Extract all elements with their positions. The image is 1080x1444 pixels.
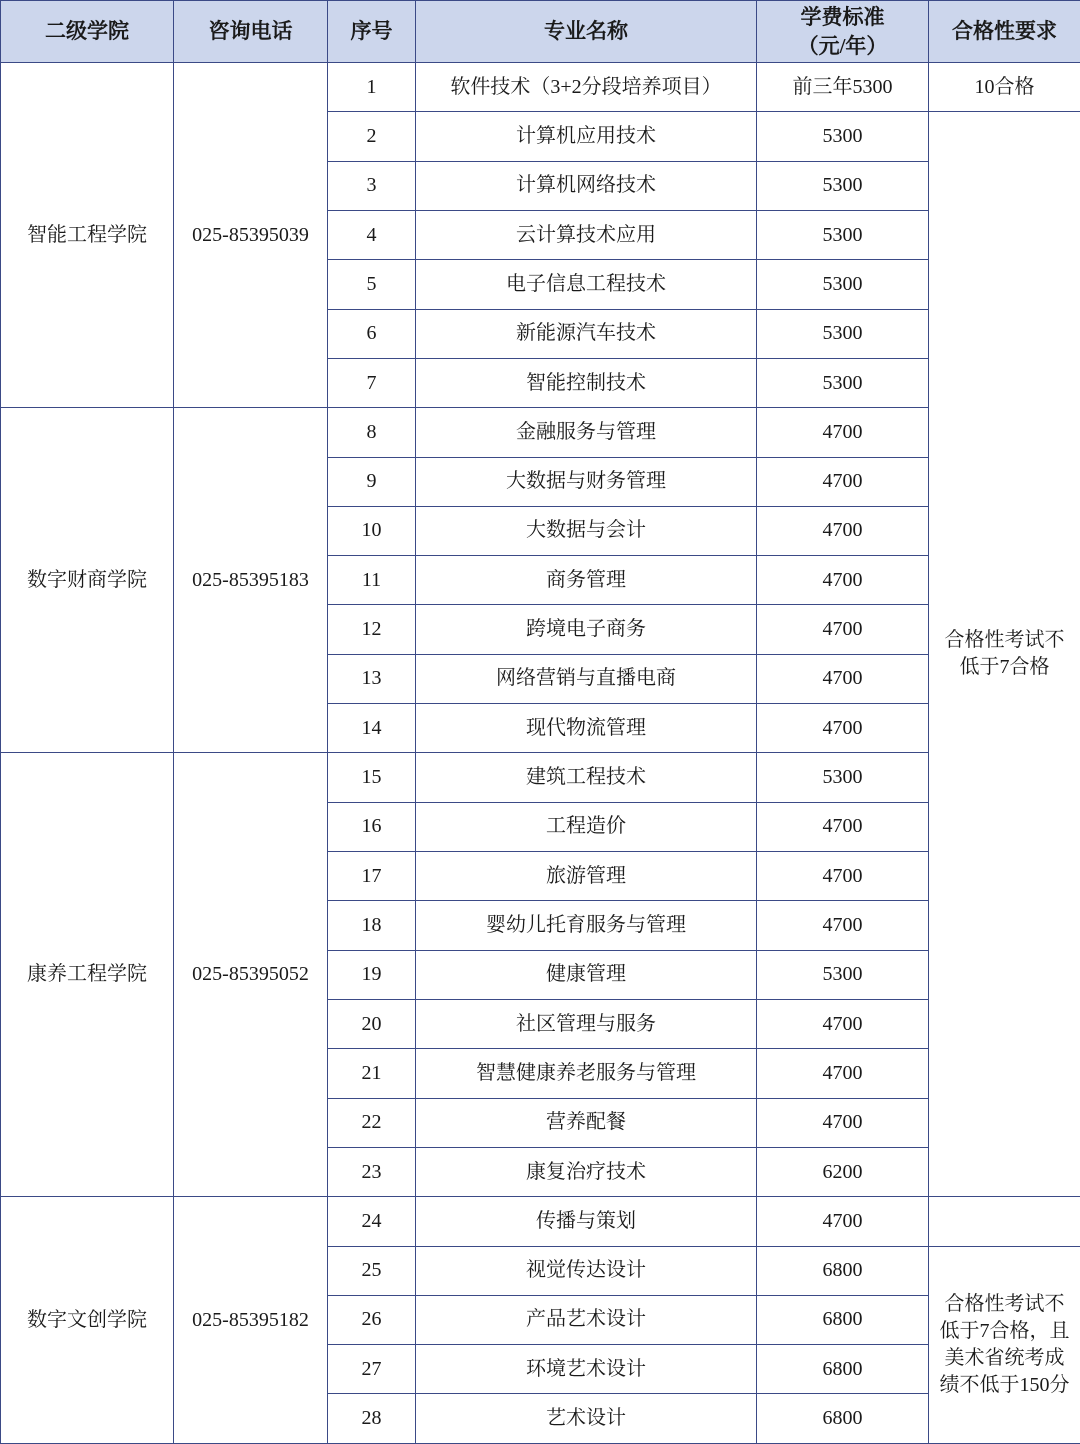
requirement-line: 低于7合格: [959, 656, 1050, 679]
college-cell: 康养工程学院: [1, 753, 174, 1197]
index-cell: 21: [328, 1049, 416, 1098]
header-requirement-label: 合格性要求: [952, 19, 1057, 44]
major-cell: 智慧健康养老服务与管理: [416, 1049, 757, 1098]
index-cell: 12: [328, 605, 416, 654]
index-cell: 3: [328, 161, 416, 210]
index-cell: 28: [328, 1394, 416, 1444]
fee-cell: 5300: [757, 112, 929, 161]
index-cell: 27: [328, 1345, 416, 1394]
index-cell: 20: [328, 999, 416, 1048]
index-cell: 16: [328, 802, 416, 851]
index-cell: 17: [328, 852, 416, 901]
index-cell: 11: [328, 556, 416, 605]
major-cell: 环境艺术设计: [416, 1345, 757, 1394]
fee-cell: 4700: [757, 654, 929, 703]
major-cell: 旅游管理: [416, 852, 757, 901]
table-body: [1, 63, 1080, 1444]
major-cell: 建筑工程技术: [416, 753, 757, 802]
fee-cell: 6200: [757, 1147, 929, 1196]
fee-cell: 4700: [757, 457, 929, 506]
index-cell: 6: [328, 309, 416, 358]
fee-cell: 4700: [757, 901, 929, 950]
index-cell: 4: [328, 210, 416, 259]
major-cell: 营养配餐: [416, 1098, 757, 1147]
requirement-line: 合格性考试不: [944, 629, 1065, 652]
fee-cell: 5300: [757, 210, 929, 259]
table-row: [1, 63, 1080, 112]
phone-cell: 025-85395182: [174, 1197, 328, 1444]
index-cell: 5: [328, 260, 416, 309]
college-cell: 数字财商学院: [1, 408, 174, 753]
major-cell: 传播与策划: [416, 1197, 757, 1246]
header-phone: [174, 1, 328, 63]
major-cell: 大数据与会计: [416, 506, 757, 555]
table-header: [1, 1, 1080, 63]
major-cell: 大数据与财务管理: [416, 457, 757, 506]
index-cell: 13: [328, 654, 416, 703]
college-cell: 数字文创学院: [1, 1197, 174, 1444]
phone-cell: 025-85395052: [174, 753, 328, 1197]
fee-cell: 4700: [757, 802, 929, 851]
major-cell: 计算机应用技术: [416, 112, 757, 161]
index-cell: 7: [328, 358, 416, 407]
fee-cell: 4700: [757, 852, 929, 901]
fee-cell: 6800: [757, 1345, 929, 1394]
fee-cell: 5300: [757, 309, 929, 358]
header-phone-label: 咨询电话: [208, 19, 293, 44]
index-cell: 14: [328, 704, 416, 753]
requirement-cell: 10合格: [929, 63, 1080, 112]
major-cell: 康复治疗技术: [416, 1147, 757, 1196]
requirement-line: 合格性考试不: [944, 1292, 1065, 1315]
index-cell: 23: [328, 1147, 416, 1196]
requirement-line: 低于7合格，且: [939, 1319, 1070, 1342]
major-cell: 网络营销与直播电商: [416, 654, 757, 703]
fee-cell: 5300: [757, 358, 929, 407]
fee-cell: 4700: [757, 1098, 929, 1147]
fee-cell: 4700: [757, 1197, 929, 1246]
table-header-row: [1, 1, 1080, 63]
requirement-line: 美术省统考成: [944, 1346, 1065, 1369]
major-cell: 社区管理与服务: [416, 999, 757, 1048]
index-cell: 24: [328, 1197, 416, 1246]
header-major-label: 专业名称: [544, 19, 628, 44]
fee-cell: 5300: [757, 950, 929, 999]
table-row: [1, 753, 1080, 802]
index-cell: 15: [328, 753, 416, 802]
major-cell: 视觉传达设计: [416, 1246, 757, 1295]
fee-cell: 4700: [757, 605, 929, 654]
requirement-cell: [929, 112, 1080, 1197]
major-cell: 工程造价: [416, 802, 757, 851]
index-cell: 18: [328, 901, 416, 950]
table-row: [1, 408, 1080, 457]
index-cell: 9: [328, 457, 416, 506]
major-cell: 新能源汽车技术: [416, 309, 757, 358]
major-cell: 婴幼儿托育服务与管理: [416, 901, 757, 950]
index-cell: 25: [328, 1246, 416, 1295]
major-cell: 商务管理: [416, 556, 757, 605]
fee-cell: 5300: [757, 260, 929, 309]
major-cell: 产品艺术设计: [416, 1295, 757, 1344]
header-fee-label: 学费标准: [800, 5, 885, 30]
major-cell: 电子信息工程技术: [416, 260, 757, 309]
fee-cell: 4700: [757, 556, 929, 605]
fee-cell: 5300: [757, 753, 929, 802]
index-cell: 1: [328, 63, 416, 112]
index-cell: 26: [328, 1295, 416, 1344]
index-cell: 2: [328, 112, 416, 161]
header-index: [328, 1, 416, 63]
phone-cell: 025-85395183: [174, 408, 328, 753]
header-college-label: 二级学院: [45, 19, 129, 44]
requirement-line: 绩不低于150分: [939, 1373, 1070, 1396]
index-cell: 8: [328, 408, 416, 457]
major-cell: 健康管理: [416, 950, 757, 999]
table-row: [1, 1197, 1080, 1246]
requirement-cell: [929, 1246, 1080, 1444]
major-cell: 智能控制技术: [416, 358, 757, 407]
index-cell: 22: [328, 1098, 416, 1147]
header-requirement: [929, 1, 1080, 63]
major-cell: 现代物流管理: [416, 704, 757, 753]
header-fee-unit: （元/年）: [797, 33, 888, 58]
major-cell: 金融服务与管理: [416, 408, 757, 457]
fee-cell: 4700: [757, 506, 929, 555]
fee-cell: 6800: [757, 1394, 929, 1444]
major-cell: 软件技术（3+2分段培养项目）: [416, 63, 757, 112]
fee-cell: 4700: [757, 704, 929, 753]
college-cell: 智能工程学院: [1, 63, 174, 408]
phone-cell: 025-85395039: [174, 63, 328, 408]
index-cell: 19: [328, 950, 416, 999]
major-cell: 跨境电子商务: [416, 605, 757, 654]
header-index-label: 序号: [350, 19, 393, 44]
major-cell: 艺术设计: [416, 1394, 757, 1444]
index-cell: 10: [328, 506, 416, 555]
fee-cell: 6800: [757, 1295, 929, 1344]
header-fee: [757, 1, 929, 63]
fee-cell: 4700: [757, 408, 929, 457]
major-cell: 云计算技术应用: [416, 210, 757, 259]
fee-cell: 4700: [757, 999, 929, 1048]
fee-cell: 前三年5300: [757, 63, 929, 112]
fee-cell: 5300: [757, 161, 929, 210]
fee-cell: 6800: [757, 1246, 929, 1295]
major-cell: 计算机网络技术: [416, 161, 757, 210]
header-college: [1, 1, 174, 63]
fee-cell: 4700: [757, 1049, 929, 1098]
header-major: [416, 1, 757, 63]
